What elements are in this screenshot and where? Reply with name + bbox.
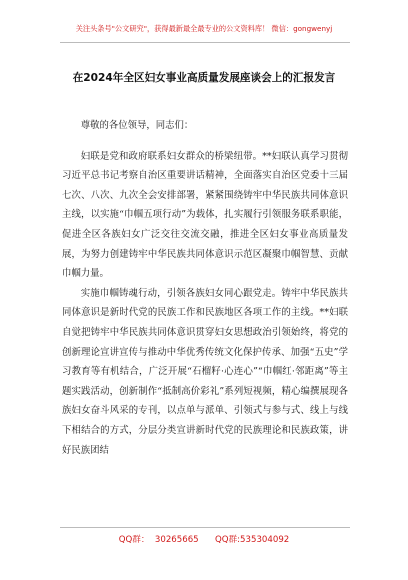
footer-contact-qq-groups: QQ群： 30265665 QQ群:535304092 (118, 535, 290, 545)
salutation: 尊敬的各位领导，同志们： (80, 120, 194, 131)
document-title: 在2024年全区妇女事业高质量发展座谈会上的汇报发言 (72, 72, 336, 84)
header-promo-note: 关注头条号"公文研究"，获得最新最全最专业的公文资料库！ 微信：gongwenyj (75, 24, 333, 33)
document-body (62, 116, 348, 460)
footer-divider (60, 527, 350, 528)
body-paragraph-1: 妇联是党和政府联系妇女群众的桥梁纽带。**妇联认真学习贯彻习近平总书记考察自治区重要讲话精神，全面落实自治区党委十三届七次、八次、九次全会安排部署，紧紧围绕铸牢中华民族共同体意识主线，以实施“巾帼五项行动”为载体，扎实履行引领服务联系职能，促进全区各族妇女广泛交往交流交融，推进全区妇女事业高质量发展，为努力创建铸牢中华民族共同体意识示范区凝聚巾帼智慧、贡献巾帼力量。 (62, 150, 348, 280)
body-paragraph-2: 实施巾帼铸魂行动，引领各族妇女同心跟党走。铸牢中华民族共同体意识是新时代党的民族工作和民族地区各项工作的主线。**妇联自觉把铸牢中华民族共同体意识贯穿妇女思想政治引领始终，将党的创新理论宣讲宣传与推动中华优秀传统文化保护传承、加强“五史”学习教育等有机结合，广泛开展“石榴籽·心连心”“巾帼红·邻距离”等主题实践活动，创新制作“抵制高价彩礼”系列短视频，精心编撰展现各族妇女奋斗风采的专刊，以点单与派单、引领式与参与式、线上与线下相结合的方式，分层分类宣讲新时代党的民族理论和民族政策，讲好民族团结 (62, 287, 348, 456)
header-divider (60, 42, 350, 43)
